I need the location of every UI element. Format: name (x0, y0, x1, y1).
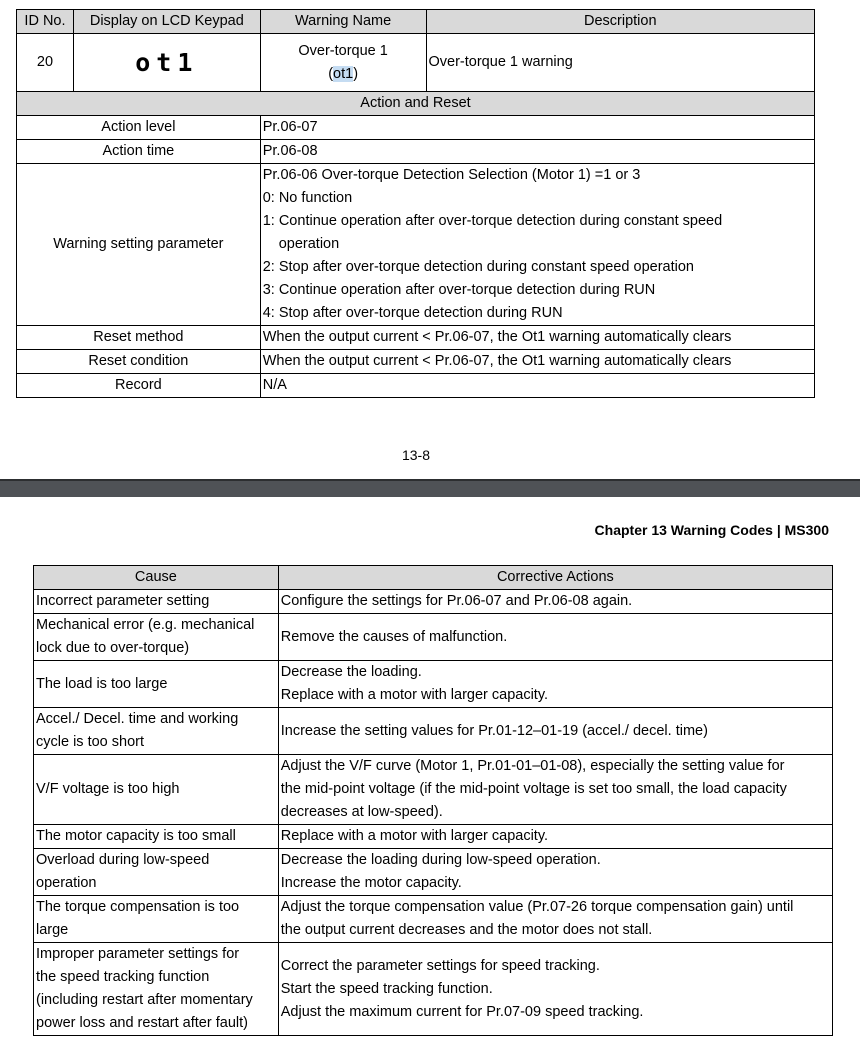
corrective-action-line: Start the speed tracking function. (280, 980, 493, 997)
page-separator-edge (0, 479, 860, 481)
corrective-action-line: Replace with a motor with larger capacity. (280, 687, 549, 703)
corrective-action-cell (278, 708, 832, 755)
corrective-action-line: Replace with a motor with larger capacity. (280, 828, 549, 844)
corrective-action-cell (278, 755, 832, 825)
corrective-action-line: Remove the causes of malfunction. (280, 628, 508, 645)
cause-line: the speed tracking function (36, 969, 210, 985)
warning-name-code: (ot1) (328, 65, 359, 82)
corrective-action-line: Adjust the torque compensation value (Pr.07-26 torque compensation gain) until (280, 899, 794, 915)
reset-method-row (17, 326, 815, 350)
page-number: 13-8 (401, 447, 431, 463)
cause-line: lock due to over-torque) (36, 640, 190, 656)
table-row (34, 661, 833, 708)
cause-cell (34, 614, 279, 661)
corrective-action-line: the mid-point voltage (if the mid-point voltage is set too small, the load capacity (280, 781, 787, 797)
cause-cell (34, 708, 279, 755)
reset-method-label: Reset method (17, 326, 261, 350)
setting-line: Pr.06-06 Over-torque Detection Selection (Motor 1) =1 or 3 (262, 167, 641, 183)
warning-name (260, 34, 426, 92)
record-label: Record (17, 374, 261, 398)
cause-cell (34, 943, 279, 1036)
table-row (34, 708, 833, 755)
reset-method-value: When the output current < Pr.06-07, the Ot1 warning automatically clears (260, 326, 814, 350)
record-value: N/A (260, 374, 814, 398)
record-row (17, 374, 815, 398)
corrective-action-line: Increase the motor capacity. (280, 875, 462, 891)
corrective-action-cell (278, 590, 832, 614)
header-display: Display on LCD Keypad (73, 10, 260, 34)
corrective-action-line: Configure the settings for Pr.06-07 and Pr.06-08 again. (280, 593, 633, 609)
reset-condition-value: When the output current < Pr.06-07, the Ot1 warning automatically clears (260, 350, 814, 374)
warning-id: 20 (17, 34, 74, 92)
action-level-row (17, 116, 815, 140)
cause-line: Incorrect parameter setting (36, 593, 210, 609)
action-time-value: Pr.06-08 (260, 140, 814, 164)
header-corrective-actions: Corrective Actions (278, 566, 832, 590)
corrective-action-line: the output current decreases and the motor does not stall. (280, 922, 653, 938)
cause-line: The load is too large (36, 675, 168, 692)
header-warning-name: Warning Name (260, 10, 426, 34)
setting-line: operation (278, 236, 340, 252)
cause-line: Accel./ Decel. time and working (36, 711, 239, 727)
corrective-action-line: decreases at low-speed). (280, 804, 443, 820)
setting-line: 1: Continue operation after over-torque detection during constant speed (262, 213, 723, 229)
corrective-action-line: Increase the setting values for Pr.01-12–01-19 (accel./ decel. time) (280, 722, 708, 739)
corrective-action-cell (278, 614, 832, 661)
cause-line: power loss and restart after fault) (36, 1015, 248, 1031)
cause-line: large (36, 922, 69, 938)
corrective-action-line: Decrease the loading during low-speed operation. (280, 852, 601, 868)
header-description: Description (426, 10, 814, 34)
cause-cell (34, 661, 279, 708)
cause-line: Improper parameter settings for (36, 946, 240, 962)
cause-cell (34, 849, 279, 896)
action-reset-header: Action and Reset (17, 92, 815, 116)
header-id: ID No. (17, 10, 74, 34)
warning-setting-value (260, 164, 814, 326)
setting-line: 2: Stop after over-torque detection during constant speed operation (262, 259, 694, 275)
cause-table-header (34, 566, 833, 590)
page-separator (0, 480, 860, 497)
cause-cell (34, 896, 279, 943)
cause-line: Overload during low-speed (36, 852, 210, 868)
cause-line: V/F voltage is too high (36, 781, 180, 797)
corrective-action-cell (278, 896, 832, 943)
warning-setting-row (17, 164, 815, 326)
action-reset-header-row (17, 92, 815, 116)
table-row (34, 755, 833, 825)
warning-table-header (17, 10, 815, 34)
corrective-action-cell (278, 943, 832, 1036)
cause-line: (including restart after momentary (36, 992, 253, 1008)
warning-description: Over-torque 1 warning (426, 34, 814, 92)
setting-line: 4: Stop after over-torque detection during RUN (262, 305, 563, 321)
cause-line: operation (36, 875, 97, 891)
header-cause: Cause (34, 566, 279, 590)
corrective-action-line: Decrease the loading. (280, 664, 422, 680)
corrective-action-line: Adjust the maximum current for Pr.07-09 speed tracking. (280, 1003, 644, 1020)
action-time-label: Action time (17, 140, 261, 164)
cause-line: The torque compensation is too (36, 899, 240, 915)
running-head: Chapter 13 Warning Codes | MS300 (594, 522, 829, 538)
cause-cell (34, 755, 279, 825)
warning-name-line1: Over-torque 1 (298, 42, 388, 59)
action-level-label: Action level (17, 116, 261, 140)
reset-condition-label: Reset condition (17, 350, 261, 374)
corrective-action-cell (278, 849, 832, 896)
reset-condition-row (17, 350, 815, 374)
corrective-action-cell (278, 661, 832, 708)
corrective-action-line: Adjust the V/F curve (Motor 1, Pr.01-01–01-08), especially the setting value for (280, 758, 785, 774)
setting-line: 3: Continue operation after over-torque detection during RUN (262, 282, 656, 298)
action-level-value: Pr.06-07 (260, 116, 814, 140)
cause-cell (34, 825, 279, 849)
table-row (34, 614, 833, 661)
table-row (34, 896, 833, 943)
table-row (34, 590, 833, 614)
setting-line: 0: No function (262, 190, 353, 206)
table-row (34, 943, 833, 1036)
cause-table (33, 565, 833, 1036)
warning-row (17, 34, 815, 92)
action-time-row (17, 140, 815, 164)
cause-line: cycle is too short (36, 734, 144, 750)
cause-line: The motor capacity is too small (36, 828, 236, 844)
table-row (34, 825, 833, 849)
cause-cell (34, 590, 279, 614)
cause-table-body (34, 590, 833, 1036)
warning-code-selected: ot1 (333, 65, 354, 82)
corrective-action-line: Correct the parameter settings for speed tracking. (280, 957, 600, 974)
table-row (34, 849, 833, 896)
warning-table (16, 9, 815, 398)
cause-line: Mechanical error (e.g. mechanical (36, 617, 255, 633)
warning-setting-label: Warning setting parameter (17, 164, 261, 326)
lcd-display: ot1 (73, 34, 260, 92)
corrective-action-cell (278, 825, 832, 849)
